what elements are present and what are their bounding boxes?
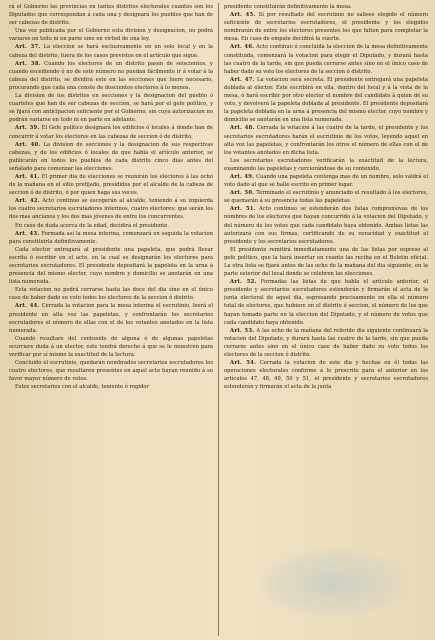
paragraph (9, 246, 213, 286)
paragraph-text: Esta votacion no podrá cerrarse hasta las doce del dia sino en el único caso de haber dado su voto todos los electores de la seccion ó distrito. (9, 287, 213, 302)
paragraph (224, 189, 428, 205)
paragraph (9, 124, 213, 140)
paragraph (9, 359, 213, 383)
article-number: Art. 37. (15, 44, 41, 51)
paragraph-text: Cerrada la votacion á las cuatro de la tarde, el presidente y los secretarios escrutadores harán el escrutinio de los votos, leyendo aquel en alta voz las papeletas, y confrontarán los otros el número de ellas con el de los votantes anotados en dicha lista. (224, 125, 428, 156)
article-number: Art. 50. (230, 190, 255, 197)
article-number: Art. 38. (15, 60, 41, 67)
paragraph (224, 3, 428, 11)
paragraph (9, 27, 213, 43)
paragraph-text: La votacion será secreta. El presidente entregará una papeleta doblada al elector. Este escribirá en ella, dentro del local y á la vista de la mesa, ó hará escribir por otro elector el nombre del candidato á quien dé su voto, y devolverá la papeleta doblada al presidente. El presidente depositará la papeleta doblada en la urna á presencia del mismo elector, cuyo nombre y domicilio se anotarán en una lista numerada. (224, 76, 428, 124)
paragraph (224, 205, 428, 245)
paragraph-text: La division de los distritos en secciones y la designacion del pueblo ó cuarteles que han de ser cabezas de seccion, se hará por el gefe político, y se fijará con anticipacion suficiente por el Gobierno, sin cuya autorizacion no podrán variarse en todo ni en parte en adelante. (9, 93, 213, 124)
paragraph-text: Estos secretarios con el alcalde, teniente ó regidor (15, 384, 149, 391)
article-number: Art. 43. (15, 230, 40, 237)
paragraph-text: rá el Gobierno las provincias en tantos distritos electorales cuantos son los Diputados que correspondan á cada una y designará los pueblos que han de ser cabezas de distrito. (9, 4, 213, 27)
paragraph (9, 141, 213, 173)
paragraph (224, 43, 428, 75)
article-number: Art. 45. (230, 12, 256, 19)
paragraph-text: A las ocho de la mañana del referido dia siguiente continuará la votacion del Diputado, y durará hasta las cuatro de la tarde, sin que pueda cerrarse antes sino en el único caso de haber dado su voto todos los electores de la seccion ó distrito. (224, 327, 428, 359)
article-number: Art. 48. (230, 125, 255, 132)
paragraph-text: Los secretarios escrutadores verificarán la exactitud de la lectura, examinando las papeletas y cerciorándose de su contenido. (224, 157, 428, 172)
paragraph (9, 286, 213, 302)
paragraph (9, 3, 213, 27)
paragraph (9, 302, 213, 334)
paragraph (224, 327, 428, 359)
paragraph (9, 173, 213, 197)
paragraph-text: Cerrada la votacion de este dia y hechas en él todas las operaciones electorales conforme á lo prescrito para el anterior en los artículos 47, 48, 49, 50 y 51, el presidente y secretarios escrutadores estenderán y firmarán el acta de la junta (224, 360, 428, 391)
paragraph-text: Cuando los electores de un distrito pasen de seiscientos, y cuando escediendo ó no de este número no puedan fácilmente ir á votar á la cabeza del distrito, se dividirá este en las secciones que fuere necesario, procurando que cada una conste de doscientos electores á lo menos. (9, 60, 213, 91)
paragraph-text: El Gefe político designará los edificios ó locales á donde han de concurrir á votar los electores en las cabezas de seccion ó de distrito. (9, 125, 213, 140)
paragraph (224, 359, 428, 391)
paragraph (224, 11, 428, 43)
paragraph (224, 124, 428, 156)
paragraph-text: Una vez publicada por el Gobierno esta division y designacion, no podrá variarse en todo ni en parte sino en virtud de una ley. (9, 28, 213, 43)
article-number: Art. 52. (230, 279, 257, 286)
paragraph (224, 76, 428, 125)
paragraph-text: Acto continuo se escogerán al alcalde, teniendo á su izquierda los cuatro secretarios escrutadores interinos, cuatro electores; que serán los dos mas ancianos y los dos mas jóvenes de entre los concurrentes. (9, 198, 213, 221)
paragraph-text: Concluido el escrutinio, quedarán nombrados secretarios escrutadores los cuatro electores, que resultaren presentes en aquel acto hayan reunido á su favor mayor número de votos. (9, 360, 213, 383)
article-number: Art. 42. (15, 198, 40, 205)
paragraph (9, 43, 213, 59)
article-number: Art. 53. (230, 327, 255, 334)
paragraph-text: Cada elector entregará al presidente una papeleta, que podrá llevar escrita ó escribir en el acto, en la cual se designarán los electores para secretarios escrutadores. El presidente depositará la papeleta en la urna á presencia del mismo elector, cuyo nombre y domicilio se anotarán en una lista numerada. (9, 246, 213, 286)
article-number: Art. 41. (15, 173, 40, 180)
article-number: Art. 46. (230, 44, 255, 51)
paragraph-text: Si por resultado del escrutinio no saliese elegido el número suficiente de secretarios escrutadores, el presidente y los elegidos nombrarán de entre los electores presentes los que falten para completar la mesa. En caso de empate decidirá la suerte. (224, 12, 428, 43)
paragraph (9, 222, 213, 230)
article-number: Art. 47. (230, 76, 255, 83)
paragraph-text: La division de secciones y la designacion de sus respectivas cabezas, y de los edificios ó locales de que habla el artículo anterior, se publicarán en todos los pueblos de cada distrito cinco dias antes del señalado para comenzar las elecciones. (9, 141, 213, 172)
paragraph (9, 335, 213, 359)
left-column (9, 3, 213, 636)
article-number: Art. 49. (230, 173, 255, 180)
paragraph-text: La eleccion se hará esclusivamente en un solo local y en la cabeza del distrito, fuera de los casos previstos en el artículo que sigue. (9, 44, 213, 59)
paragraph-text: Cerrada la votacion para la mesa interina el escrutinio, leerá el presidente en alta voz las papeletas, y confrontarán los secretarios escrutadores el número de ellas con el de los votantes anotados en la lista numerada. (9, 303, 213, 334)
paragraph (9, 230, 213, 246)
column-divider (213, 3, 224, 636)
paragraph-text: Terminado el escrutinio y anunciado el resultado á los electores, se quemarán á su presencia todas las papeletas. (224, 190, 428, 205)
article-number: Art. 51. (230, 206, 256, 213)
paragraph (224, 157, 428, 173)
paragraph-text: El presidente remitirá inmediatamente una de las listas por espreso al gefe político, que la hará insertar en cuanto las reciba en el Boletin oficial. La otra lista se fijará antes de las ocho de la mañana del dia siguiente, en la parte esterior del local donde se celebren las elecciones. (224, 246, 428, 278)
paragraph-text: Cuando resultare del contenido de alguna ó de algunas papeletas ocurriere duda á un elector, este tendrá derecho á que se le muestren para verificar por sí mismo la exactitud de la lectura. (9, 335, 213, 359)
article-number: Art. 54. (230, 360, 257, 367)
paragraph (224, 173, 428, 189)
text-columns (9, 3, 429, 636)
article-number: Art. 39. (15, 125, 40, 132)
paragraph-text: presidente constituirán definitivamente la mesa. (224, 4, 352, 10)
article-number: Art. 44. (15, 303, 40, 310)
paragraph-text: Cuando una papeleta contenga mas de un nombre, solo valdrá el voto dado al que se halle escrito en primer lugar. (224, 173, 428, 189)
paragraph-text: Formadas las listas de que habla el artículo anterior, el presidente y secretarios escrutadores estenderán y firmarán el acta de la junta electoral de aquel dia, espresando precisamente en ella el número total de electores, que hubiere en el distrito ó seccion, el número de los que hayan tomado parte en la eleccion del Diputado, y el número de votos que cada candidato haya obtenido. (224, 279, 428, 326)
paragraph (9, 60, 213, 92)
paragraph (9, 92, 213, 124)
paragraph-text: Acto continuo se estenderán dos listas comprensivas de los nombres de los electores que hayan concurrido á la votacion del Diputado, y del número de los votos que cada candidato haya obtenido. Ambas listas las autorizará con sus firmas, certificando de su veracidad y exactitud el presidente y los secretarios escrutadores. (224, 206, 428, 245)
right-column (224, 3, 428, 636)
paragraph (224, 246, 428, 278)
paragraph (9, 383, 213, 391)
paragraph-text: Acto continuo ó concluida la eleccion de la mesa definitivamente constituida, comenzará la votacion para elegir el Diputado, y durará hasta las cuatro de la tarde, sin que pueda cerrarse antes sino en el único caso de haber dado su voto los electores de la seccion ó distrito. (224, 44, 428, 75)
paragraph-text: En caso de duda acerca de la edad, decidirá el presidente. (15, 222, 169, 229)
paragraph-text: Formada así la mesa interina, comenzará en seguida la votacion para constituirla definitivamente. (9, 230, 213, 245)
paragraph-text: El primer dia de elecciones se reunirán los electores á las ocho de la mañana en el sitio prefijado, presididos por el alcalde de la cabeza de seccion ó de distrito, ó por quien haga sus veces. (9, 173, 213, 197)
paragraph (9, 197, 213, 221)
article-number: Art. 40. (15, 141, 41, 148)
paragraph (224, 278, 428, 327)
